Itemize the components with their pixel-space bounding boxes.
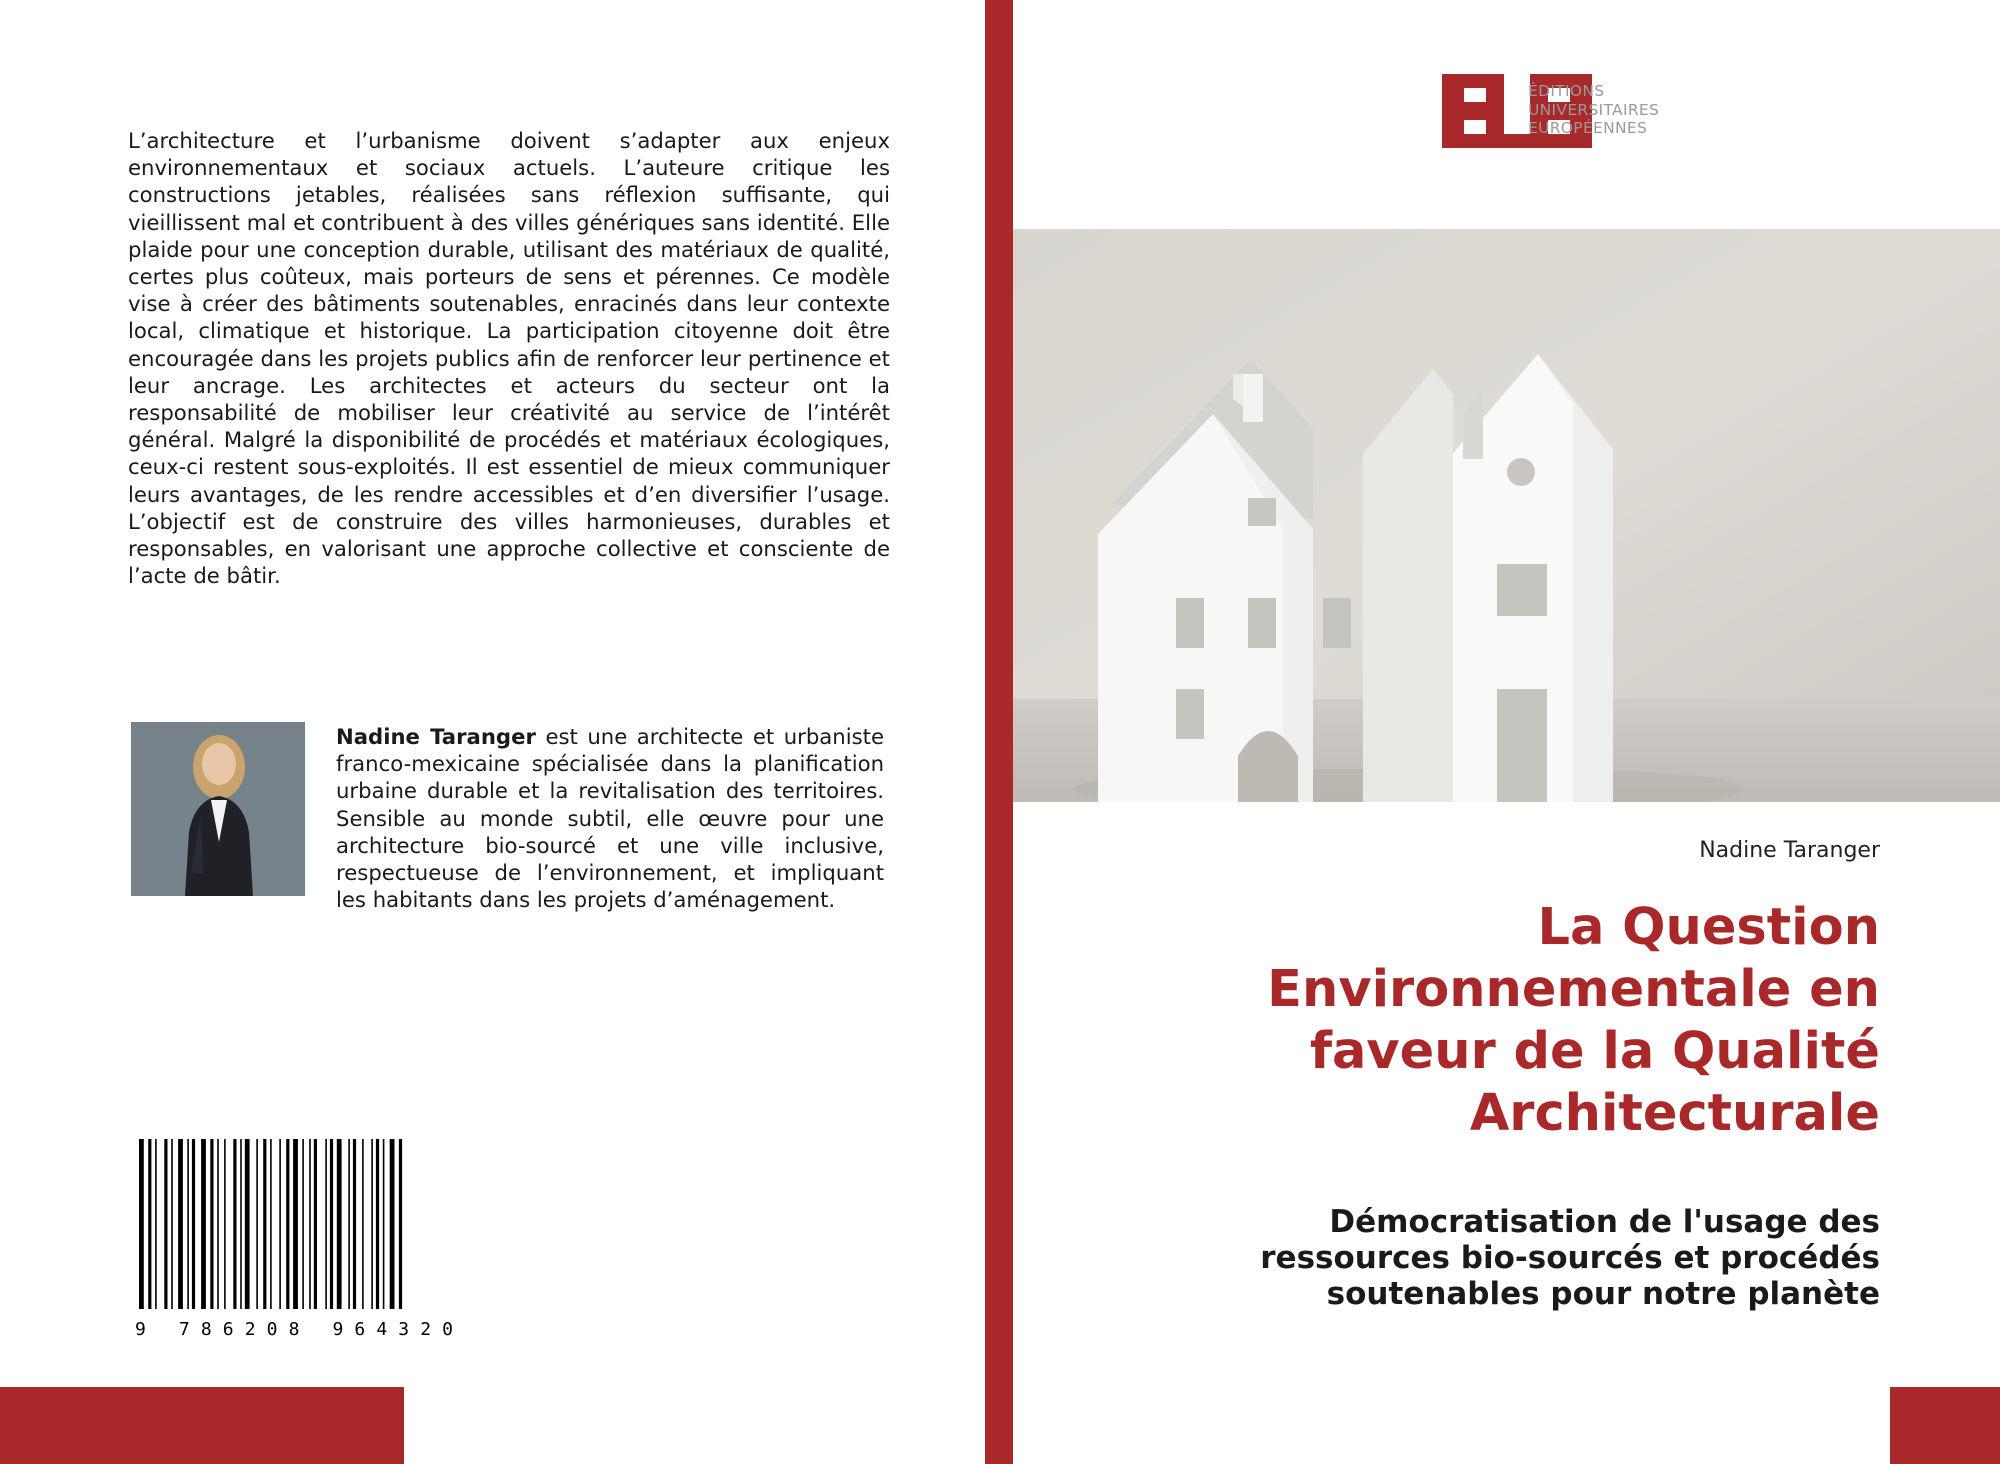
barcode-bar bbox=[279, 1139, 281, 1309]
barcode-bar bbox=[178, 1139, 183, 1309]
barcode-bar bbox=[164, 1139, 167, 1309]
bio-author-name: Nadine Taranger bbox=[336, 724, 536, 749]
barcode-bar bbox=[383, 1139, 385, 1309]
barcode-bar bbox=[293, 1139, 298, 1309]
barcode-bar bbox=[371, 1139, 373, 1309]
barcode-bar bbox=[348, 1139, 350, 1309]
barcode-bar bbox=[171, 1139, 173, 1309]
barcode-bar bbox=[224, 1139, 226, 1309]
publisher-name bbox=[1528, 82, 1659, 138]
publisher-line-2: UNIVERSITAIRES bbox=[1528, 100, 1660, 119]
barcode-bar bbox=[210, 1139, 213, 1309]
barcode-bar bbox=[139, 1139, 144, 1309]
red-band-back bbox=[0, 1387, 404, 1464]
barcode-bar bbox=[240, 1139, 242, 1309]
barcode-bar bbox=[155, 1139, 157, 1309]
barcode-bar bbox=[353, 1139, 356, 1309]
barcode-bar bbox=[362, 1139, 364, 1309]
front-author: Nadine Taranger bbox=[1699, 838, 1880, 863]
spine bbox=[985, 0, 1013, 1464]
barcode-bar bbox=[192, 1139, 195, 1309]
publisher-line-3: EUROPÉENNES bbox=[1528, 119, 1648, 137]
barcode-bar bbox=[309, 1139, 311, 1309]
barcode-bar bbox=[302, 1139, 304, 1309]
barcode-bar bbox=[390, 1139, 395, 1309]
barcode-bar bbox=[314, 1139, 317, 1309]
isbn-digits: 9 786208 964320 bbox=[135, 1319, 453, 1340]
barcode-bar bbox=[217, 1139, 219, 1309]
red-band-front bbox=[1890, 1387, 2000, 1464]
author-bio bbox=[336, 723, 884, 913]
barcode-bar bbox=[399, 1139, 402, 1309]
barcode-bar bbox=[270, 1139, 272, 1309]
barcode-bar bbox=[330, 1139, 333, 1309]
barcode-bar bbox=[263, 1139, 266, 1309]
cover-photo-paper-houses bbox=[1013, 229, 2000, 802]
barcode-bar bbox=[325, 1139, 327, 1309]
barcode-bar bbox=[245, 1139, 250, 1309]
book-subtitle: Démocratisation de l'usage des ressources bio-sourcés et procédés soutenables pour notre planète bbox=[1260, 1204, 1880, 1312]
barcode-bar bbox=[201, 1139, 206, 1309]
publisher-line-1: ÉDITIONS bbox=[1528, 82, 1605, 100]
barcode-bar bbox=[148, 1139, 151, 1309]
bio-text: est une architecte et urbaniste franco-mexicaine spécialisée dans la planification urbaine durable et la revitalisation des territoires. Sensible au monde subtil, elle œuvre pour une architecture bio-sourcé et une ville inclusive, respectueuse de l’environnement, et impliquant les habitants dans les projets d’aménagement. bbox=[336, 724, 884, 913]
barcode-bar bbox=[187, 1139, 189, 1309]
barcode-bar bbox=[376, 1139, 379, 1309]
barcode-bar bbox=[286, 1139, 289, 1309]
barcode bbox=[131, 1137, 456, 1340]
barcode-bar bbox=[233, 1139, 236, 1309]
back-blurb: L’architecture et l’urbanisme doivent s’adapter aux enjeux environnementaux et sociaux actuels. L’auteure critique les constructions jetables, réalisées sans réflexion suffisante, qui vieillissent mal et contribuent à des villes génériques sans identité. Elle plaide pour une conception durable, utilisant des matériaux de qualité, certes plus coûteux, mais porteurs de sens et pérennes. Ce modèle vise à créer des bâtiments soutenables, enracinés dans leur contexte local, climatique et historique. La participation citoyenne doit être encouragée dans les projets publics afin de renforcer leur pertinence et leur ancrage. Les architectes et acteurs du secteur ont la responsabilité de mobiliser leur créativité au service de l’intérêt général. Malgré la disponibilité de procédés et matériaux écologiques, ceux-ci restent sous-exploités. Il est essentiel de mieux communiquer leurs avantages, de les rendre accessibles et d’en diversifier l’usage. L’objectif est de construire des villes harmonieuses, durables et responsables, en valorisant une approche collective et consciente de l’acte de bâtir. bbox=[128, 128, 890, 589]
barcode-bar bbox=[337, 1139, 342, 1309]
book-title: La Question Environnementale en faveur de la Qualité Architecturale bbox=[1267, 898, 1880, 1143]
author-photo bbox=[131, 722, 305, 896]
barcode-bar bbox=[256, 1139, 258, 1309]
back-cover bbox=[0, 0, 985, 1464]
